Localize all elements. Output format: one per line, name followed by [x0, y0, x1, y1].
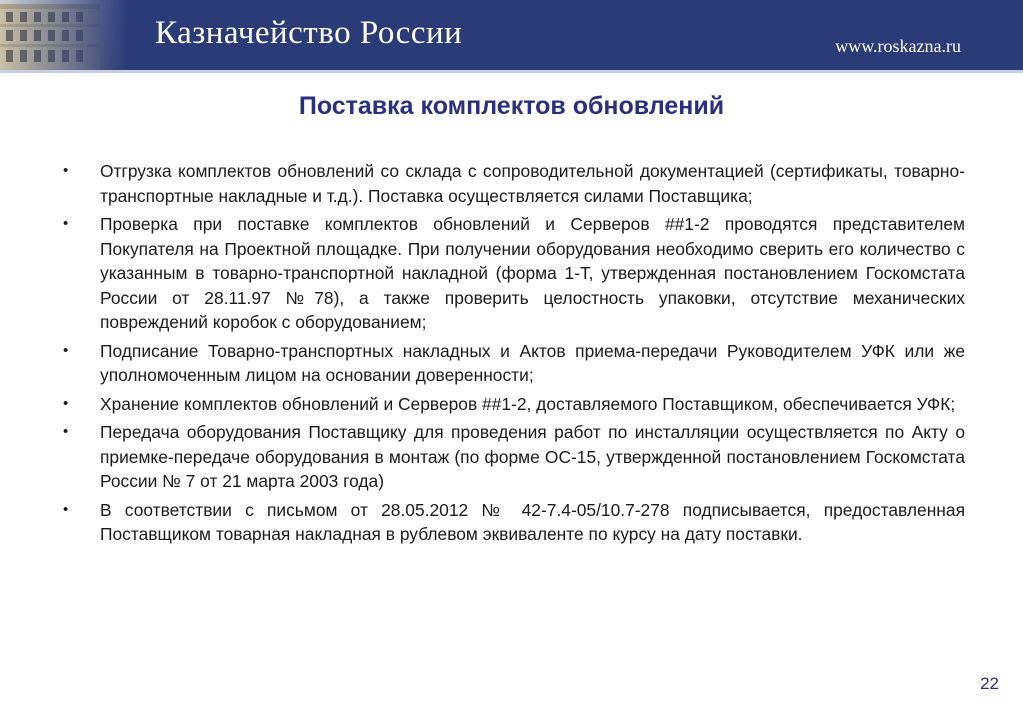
- header-divider: [0, 70, 1023, 73]
- bullet-item: [60, 392, 965, 417]
- site-url[interactable]: www.roskazna.ru: [835, 36, 961, 56]
- treasury-building-image: [0, 0, 128, 70]
- bullet-item: [60, 420, 965, 494]
- bullet-text: Проверка при поставке комплектов обновлений и Серверов ##1-2 проводятся представителем Покупателя на Проектной площадке. При получении оборудования необходимо сверить его количество с указанным в товарно-транспортной накладной (форма 1-Т, утвержденная постановлением Госкомстата России от 28.11.97 №78), а также проверить целостность упаковки, отсутствие механических повреждений коробок с оборудованием;: [100, 214, 965, 332]
- bullet-dot: •: [63, 423, 69, 440]
- bullet-dot: •: [63, 500, 69, 518]
- bullet-list: [60, 159, 965, 551]
- bullet-text: В соответствии с письмом от 28.05.2012 № 42-7.4-05/10.7-278 подписывается, предоставленная Поставщиком товарная накладная в рублевом эквиваленте по курсу на дату поставки.: [100, 499, 965, 544]
- slide-title: Поставка комплектов обновлений: [298, 92, 725, 120]
- header-banner: [0, 0, 1023, 70]
- bullet-dot: •: [63, 162, 69, 179]
- bullet-text: Хранение комплектов обновлений и Серверов ##1-2, доставляемого Поставщиком, обеспечивается УФК;: [100, 393, 956, 414]
- bullet-text: Подписание Товарно-транспортных накладных и Актов приема-передачи Руководителем УФК или же уполномоченным лицом на основании доверенности;: [100, 340, 965, 385]
- bullet-item: [60, 339, 965, 388]
- page-number: 22: [980, 674, 999, 693]
- bullet-text: Передача оборудования Поставщику для проведения работ по инсталляции осуществляется по Акту о приемке-передаче оборудования в монтаж (по форме ОС-15, утвержденной постановлением Госкомстата России № 7 от 21 марта 2003 года): [100, 422, 965, 491]
- bullet-dot: •: [63, 215, 69, 232]
- bullet-dot: •: [63, 341, 69, 359]
- bullet-item: [60, 212, 965, 335]
- bullet-text: Отгрузка комплектов обновлений со склада с сопроводительной документацией (сертификаты, товарно-транспортные накладные и т.д.). Поставка осуществляется силами Поставщика;: [100, 161, 965, 206]
- bullet-dot: •: [63, 394, 69, 412]
- brand-title: Казначейство России: [155, 15, 463, 51]
- bullet-item: [60, 159, 965, 208]
- bullet-item: [60, 498, 965, 547]
